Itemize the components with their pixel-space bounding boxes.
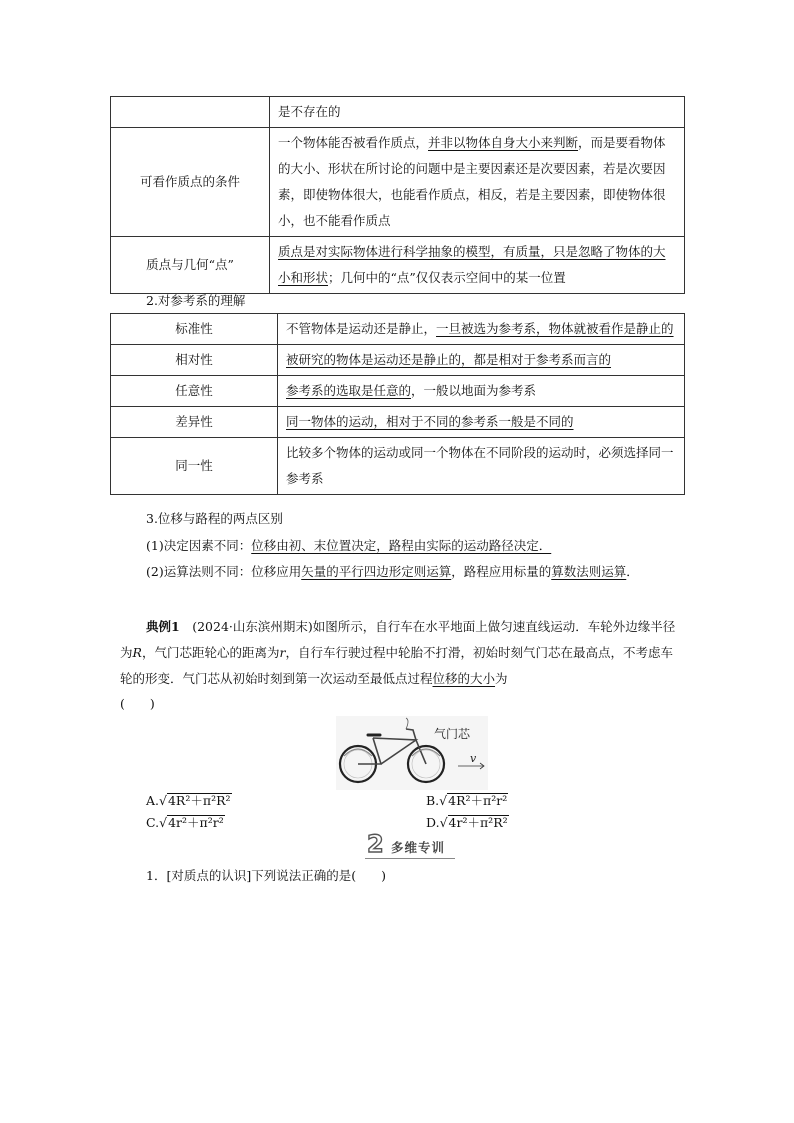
table-label: 差异性: [111, 407, 278, 438]
choice-expression: 4R²＋π²r²: [448, 793, 508, 808]
choice-c[interactable]: C.√4r²＋π²r²: [146, 815, 224, 830]
point-text: ．: [626, 564, 639, 579]
table-row: [111, 237, 685, 294]
example-text: ，气门芯距轮心的距离为: [141, 645, 280, 660]
section-3-point-2: [120, 559, 682, 585]
table-content: [278, 438, 685, 495]
example-1: [120, 614, 682, 692]
choice-a[interactable]: A.√4R²＋π²R²: [146, 793, 231, 808]
table-label: 质点与几何“点”: [111, 237, 270, 294]
question-1: [146, 866, 386, 886]
choice-letter: A.: [146, 793, 160, 808]
section-3-point-1: [146, 536, 551, 556]
banner-label: 多维专训: [391, 840, 446, 855]
cell-text: ，一般以地面为参考系: [411, 383, 537, 398]
point-text: ，路程应用标量的: [451, 564, 552, 579]
table-label: 相对性: [111, 345, 278, 376]
velocity-label: v: [470, 752, 477, 765]
choice-expression: 4r²＋π²r²: [168, 815, 224, 830]
table-content: [278, 376, 685, 407]
table-row: [111, 438, 685, 495]
cell-text: 比较多个物体的运动或同一个物体在不同阶段的运动时，必须选择同一参考系: [286, 445, 674, 486]
example-source: (2024·山东滨州期末): [192, 619, 313, 634]
cell-underlined-text: 一旦被选为参考系，物体就被看作是静止的: [436, 321, 674, 336]
cell-text: 一个物体能否被看作质点，: [278, 135, 429, 150]
table-label: [111, 97, 270, 128]
table-row: [111, 97, 685, 128]
particle-table: [110, 96, 685, 294]
example-text: 如图所示，自行车在水平地面上做匀速直线运动．车轮外边缘半径为: [120, 619, 676, 660]
variable-R: R: [132, 645, 142, 660]
choice-expression: 4R²＋π²R²: [167, 793, 231, 808]
table-label: 任意性: [111, 376, 278, 407]
bicycle-figure: [336, 716, 488, 790]
reference-frame-table: [110, 313, 685, 495]
example-text: 为: [495, 671, 508, 686]
table-content: [278, 345, 685, 376]
table-row: [111, 407, 685, 438]
choice-d[interactable]: D.√4r²＋π²R²: [426, 815, 508, 830]
point-underlined: 位移由初、末位置决定，路程由实际的运动路径决定．: [251, 538, 552, 553]
cell-underlined-text: 并非以物体自身大小来判断: [428, 135, 579, 150]
table-content: [270, 237, 685, 294]
banner-number: 2: [367, 830, 384, 858]
choice-letter: D.: [426, 815, 440, 830]
table-content: [270, 97, 685, 128]
valve-label: 气门芯: [434, 727, 471, 741]
cell-underlined-text: 质点是对实际物体进行科学抽象的模型，有质量，只是忽略了物体的大小和形状: [278, 244, 666, 285]
cell-underlined-text: 同一物体的运动，相对于不同的参考系一般是不同的: [286, 414, 574, 429]
point-prefix: (1)决定因素不同：: [146, 538, 252, 553]
question-tag: [对质点的认识]: [166, 868, 252, 883]
table-content: [278, 314, 685, 345]
section-2-heading: 2.对参考系的理解: [146, 293, 246, 308]
table-label: 同一性: [111, 438, 278, 495]
choice-letter: B.: [426, 793, 440, 808]
table-content: [270, 128, 685, 237]
point-prefix: (2)运算法则不同：位移应用: [146, 564, 302, 579]
cell-underlined-text: 参考系的选取是任意的: [286, 383, 412, 398]
table-row: [111, 376, 685, 407]
cell-text: 不管物体是运动还是静止，: [286, 321, 437, 336]
table-label: 可看作质点的条件: [111, 128, 270, 237]
cell-text: ；几何中的“点”仅仅表示空间中的某一位置: [328, 270, 566, 285]
cell-underlined-text: 被研究的物体是运动还是静止的，都是相对于参考系而言的: [286, 352, 612, 367]
section-banner: [365, 830, 455, 859]
cell-text: ，而是要看物体的大小、形状在所讨论的问题中是主要因素还是次要因素，若是次要因素，即使物体很大，也能看作质点，相反，若是主要因素，即使物体很小，也不能看作质点: [278, 135, 666, 228]
choice-expression: 4r²＋π²R²: [448, 815, 508, 830]
table-label: 标准性: [111, 314, 278, 345]
table-row: [111, 314, 685, 345]
table-content: [278, 407, 685, 438]
example-tag: 典例1: [146, 619, 180, 634]
choice-b[interactable]: B.√4R²＋π²r²: [426, 793, 508, 808]
section-3-heading: 3.位移与路程的两点区别: [146, 511, 283, 526]
point-underlined: 算数法则运算: [551, 564, 627, 579]
example-underlined: 位移的大小: [432, 671, 496, 686]
cell-text: 是不存在的: [278, 104, 341, 119]
question-number: 1．: [146, 868, 167, 883]
question-text: 下列说法正确的是( ): [251, 868, 386, 883]
example-text: ，自行车行驶过程中轮胎不打滑，初始时刻气门芯在最高点，不考虑车轮的形变．气门芯从初始时刻到第一次运动至最低点过程: [120, 645, 673, 686]
choice-letter: C.: [146, 815, 160, 830]
table-row: [111, 128, 685, 237]
answer-blank: ( ): [120, 696, 155, 711]
table-row: [111, 345, 685, 376]
variable-r: r: [279, 645, 286, 660]
point-underlined: 矢量的平行四边形定则运算: [301, 564, 452, 579]
